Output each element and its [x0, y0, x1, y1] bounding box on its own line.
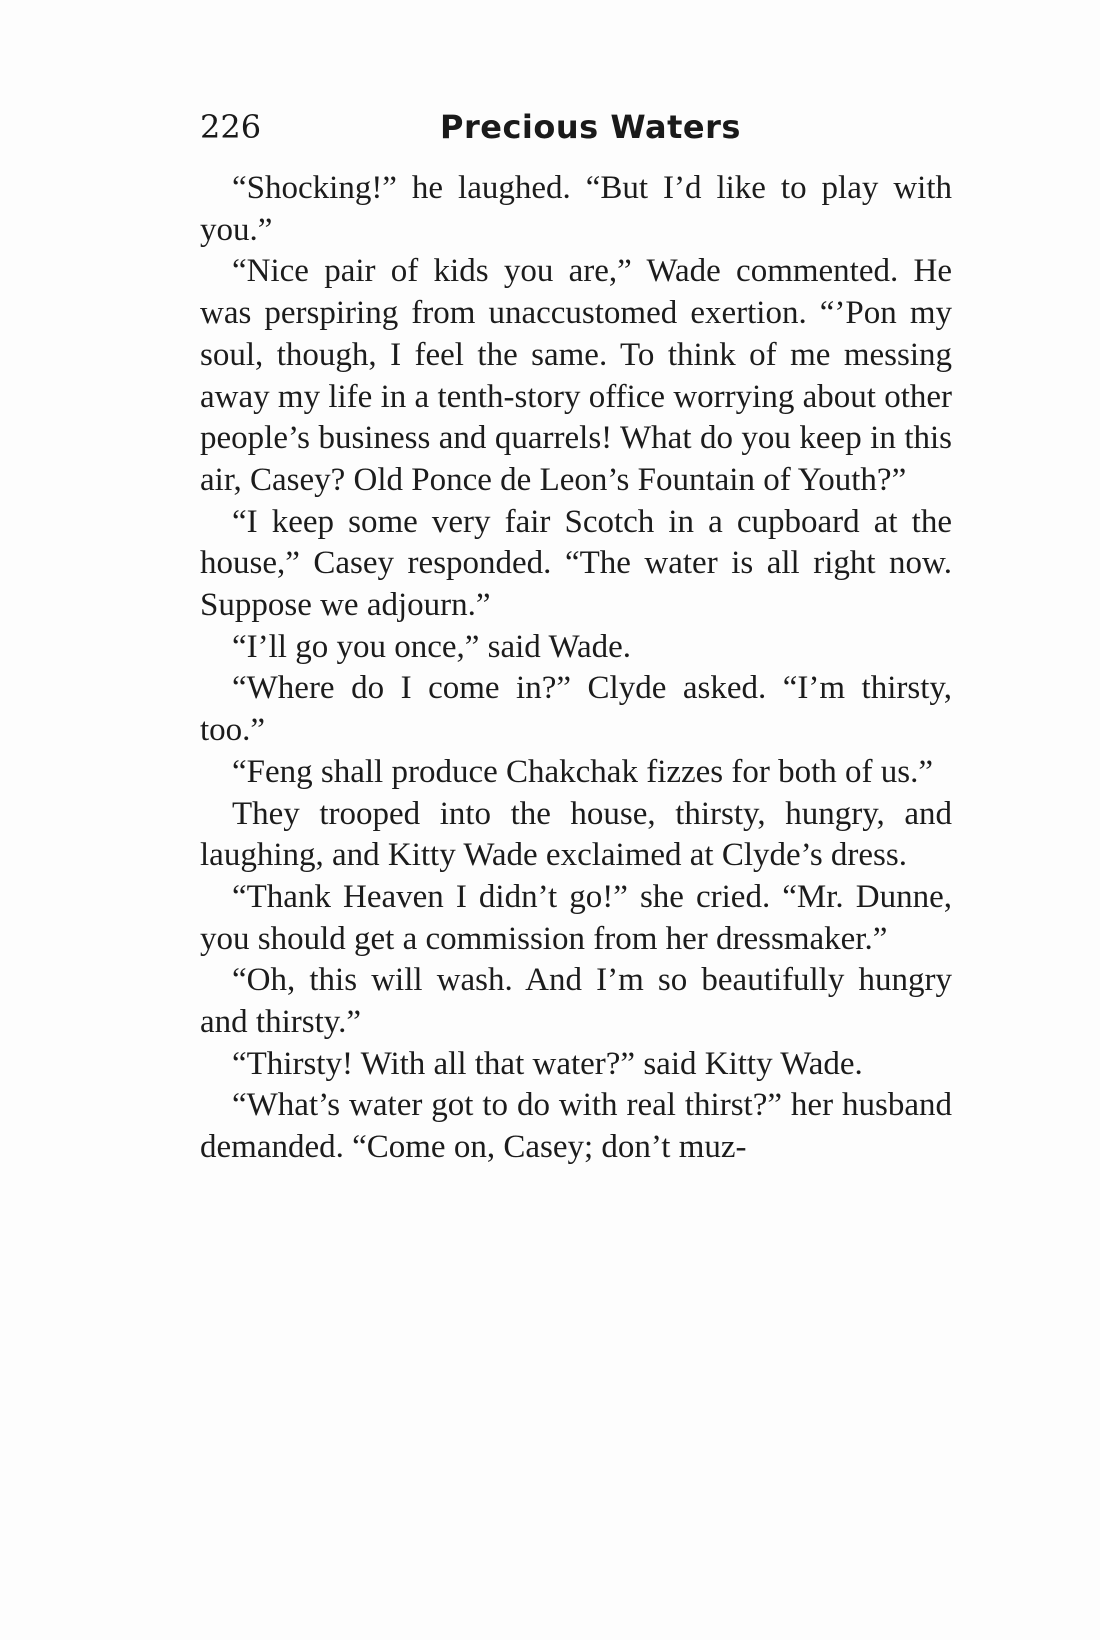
paragraph: “Thank Heaven I didn’t go!” she cried. “Mr. Dunne, you should get a commission from her dressmaker.” — [200, 878, 952, 957]
paragraph: “Feng shall produce Chakchak fizzes for both of us.” — [232, 753, 934, 790]
page-number: 226 — [200, 108, 262, 146]
paragraph: “Where do I come in?” Clyde asked. “I’m thirsty, too.” — [200, 670, 952, 749]
body-text — [200, 168, 952, 1169]
running-title: Precious Waters — [440, 108, 741, 146]
paragraph: “I keep some very fair Scotch in a cupboard at the house,” Casey responded. “The water is all right now. Suppose we adjourn.” — [200, 503, 952, 624]
paragraph: “Nice pair of kids you are,” Wade commented. He was perspiring from unaccustomed exertion. “’Pon my soul, though, I feel the same. To think of me messing away my life in a tenth-story office worrying about other people’s business and quarrels! What do you keep in this air, Casey? Old Ponce de Leon’s Fountain of Youth?” — [200, 253, 952, 498]
paragraph: “Thirsty! With all that water?” said Kitty Wade. — [232, 1045, 863, 1082]
paragraph: “Oh, this will wash. And I’m so beautifully hungry and thirsty.” — [200, 962, 952, 1041]
paragraph: “I’ll go you once,” said Wade. — [232, 628, 632, 665]
paragraph: “Shocking!” he laughed. “But I’d like to play with you.” — [200, 170, 952, 248]
running-head — [200, 108, 960, 152]
paragraph: They trooped into the house, thirsty, hungry, and laughing, and Kitty Wade exclaimed at Clyde’s dress. — [200, 795, 952, 874]
paragraph: “What’s water got to do with real thirst?” her husband demanded. “Come on, Casey; don’t muz- — [200, 1087, 952, 1166]
